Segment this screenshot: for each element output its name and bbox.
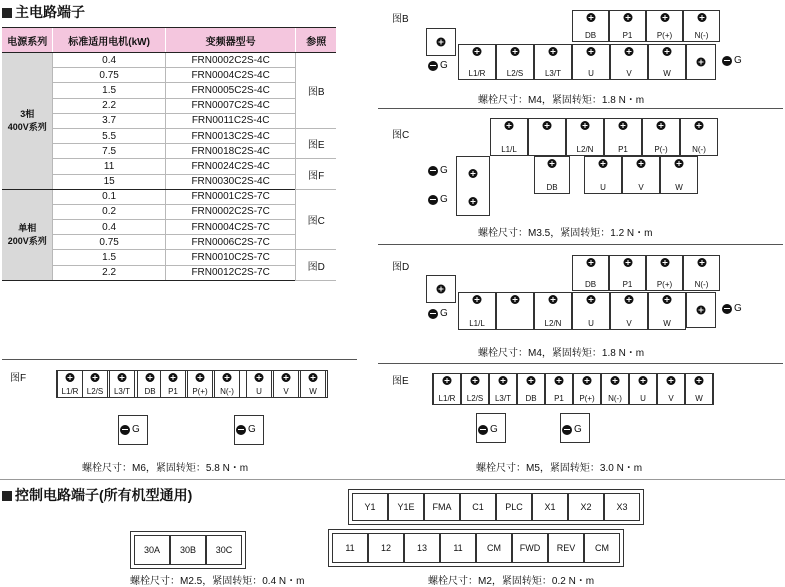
cell-kw: 0.4 (53, 220, 165, 235)
cell-model: FRN0013C2S-4C (165, 128, 296, 143)
control-terminal: REV (548, 533, 584, 563)
ground-label: G (734, 303, 742, 314)
terminal (680, 118, 718, 156)
fig-c-label: 图C (392, 130, 410, 141)
control-terminal: 30A (134, 535, 170, 565)
terminal-label: L2/S (86, 387, 104, 396)
table-row (2, 174, 336, 189)
cell-model: FRN0024C2S-4C (165, 159, 296, 174)
cell-model: FRN0006C2S-7C (165, 235, 296, 250)
terminal (648, 44, 686, 80)
fig-e-label: 图E (392, 376, 409, 387)
terminal-label: L1/R (468, 69, 486, 78)
ground-screw-icon (722, 56, 732, 66)
screw-icon (549, 295, 558, 304)
ground-terminal (428, 165, 448, 176)
screw-icon (586, 258, 595, 267)
cell-kw: 0.75 (53, 235, 165, 250)
control-left-caption: 螺栓尺寸：M2.5，紧固转矩：0.4 N・m (130, 576, 305, 587)
terminal (433, 373, 461, 405)
terminal (610, 292, 648, 330)
terminal-label: DB (584, 280, 597, 289)
terminal-label: L2/S (506, 69, 524, 78)
screw-icon (599, 159, 608, 168)
screw-icon (505, 121, 514, 130)
col-header-power: 电源系列 (2, 28, 53, 53)
terminal-label: V (626, 69, 632, 78)
terminal (610, 44, 648, 80)
terminal (490, 118, 528, 156)
terminal-label: L1/L (501, 145, 517, 154)
terminal-label: P(+) (656, 280, 673, 289)
terminal (57, 370, 83, 398)
screw-icon (583, 376, 592, 385)
terminal-label: L3/T (494, 394, 511, 403)
terminal (572, 255, 609, 291)
terminal-label: L1/R (61, 387, 79, 396)
fig-b-label: 图B (392, 14, 409, 25)
terminal (566, 118, 604, 156)
screw-icon (697, 13, 706, 22)
terminal (426, 275, 456, 303)
terminal-label: U (588, 319, 594, 328)
screw-icon (695, 121, 704, 130)
ground-box (476, 413, 506, 443)
terminal (642, 118, 680, 156)
ground-label: G (440, 308, 448, 319)
screw-icon (619, 121, 628, 130)
cell-kw: 3.7 (53, 113, 165, 128)
col-header-motor: 标准适用电机(kW) (53, 28, 165, 53)
cell-kw: 2.2 (53, 265, 165, 280)
terminal (461, 373, 489, 405)
cell-model: FRN0030C2S-4C (165, 174, 296, 189)
terminal (496, 292, 534, 330)
control-terminal: Y1 (352, 493, 388, 521)
cell-kw: 0.75 (53, 68, 165, 83)
ground-screw-icon (428, 166, 438, 176)
terminal-label: P(-) (654, 145, 668, 154)
cell-kw: 0.2 (53, 204, 165, 219)
control-terminal: 12 (368, 533, 404, 563)
divider (378, 363, 783, 364)
table-row (2, 235, 336, 250)
terminal (572, 44, 610, 80)
terminal-label: N(-) (694, 280, 709, 289)
screw-icon (675, 159, 684, 168)
terminal (646, 255, 683, 291)
ground-label: G (248, 424, 256, 435)
ground-terminal (428, 308, 448, 319)
terminal (300, 370, 326, 398)
terminal (660, 156, 698, 194)
terminal (458, 44, 496, 80)
divider (2, 359, 357, 360)
terminal-label: W (675, 183, 683, 192)
terminal (573, 373, 601, 405)
table-row (2, 113, 336, 128)
terminal-label: U (600, 183, 606, 192)
screw-icon (91, 373, 100, 382)
table-row (2, 265, 336, 280)
cell-ref: 图C (296, 189, 336, 250)
control-terminal: FMA (424, 493, 460, 521)
screw-icon (611, 376, 620, 385)
terminal-label: N(-) (692, 145, 706, 154)
terminal (584, 156, 622, 194)
terminal (82, 370, 108, 398)
cell-ref: 图D (296, 250, 336, 280)
cell-model: FRN0007C2S-4C (165, 98, 296, 113)
screw-icon (623, 258, 632, 267)
main-circuit-title (2, 2, 85, 22)
table-row (2, 53, 336, 68)
table-header-row (2, 28, 336, 53)
screw-icon (637, 159, 646, 168)
cell-kw: 0.4 (53, 53, 165, 68)
ground-screw-icon (428, 309, 438, 319)
terminal (683, 10, 720, 42)
cell-ref: 图F (296, 159, 336, 189)
screw-icon (555, 376, 564, 385)
terminal (648, 292, 686, 330)
screw-icon (499, 376, 508, 385)
terminal-label: L3/T (544, 69, 561, 78)
cell-ref: 图B (296, 53, 336, 129)
terminal (572, 10, 609, 42)
table-row (2, 220, 336, 235)
control-terminal: X3 (604, 493, 640, 521)
ground-label: G (490, 424, 498, 435)
spec-table (2, 27, 336, 281)
control-circuit-title-text: 控制电路端子(所有机型通用) (15, 487, 193, 503)
ground-screw-icon (722, 304, 732, 314)
divider (378, 244, 783, 245)
screw-icon (66, 373, 75, 382)
terminal (601, 373, 629, 405)
screw-icon (697, 258, 706, 267)
terminal (609, 255, 646, 291)
terminal (517, 373, 545, 405)
terminal (534, 156, 570, 194)
terminal-label: N(-) (220, 387, 234, 396)
divider (0, 479, 785, 480)
terminal-label: DB (584, 31, 597, 40)
cell-ref: 图E (296, 128, 336, 158)
fig-f-label: 图F (10, 373, 27, 384)
cell-model: FRN0004C2S-4C (165, 68, 296, 83)
terminal (622, 156, 660, 194)
control-terminal: 13 (404, 533, 440, 563)
ground-terminal (428, 60, 448, 71)
cell-kw: 5.5 (53, 128, 165, 143)
control-terminal: C1 (460, 493, 496, 521)
screw-icon (695, 376, 704, 385)
fig-b-caption: 螺栓尺寸：M4，紧固转矩：1.8 N・m (478, 95, 645, 106)
cell-kw: 11 (53, 159, 165, 174)
terminal (496, 44, 534, 80)
square-bullet-icon (2, 491, 12, 501)
terminal (456, 156, 490, 216)
terminal (426, 28, 456, 56)
square-bullet-icon (2, 8, 12, 18)
col-header-model: 变频器型号 (165, 28, 296, 53)
terminal (109, 370, 135, 398)
cell-model: FRN0012C2S-7C (165, 265, 296, 280)
control-terminal: 30C (206, 535, 242, 565)
terminal-label: P1 (554, 394, 564, 403)
terminal-label: W (663, 319, 671, 328)
cell-kw: 7.5 (53, 144, 165, 159)
cell-model: FRN0002C2S-4C (165, 53, 296, 68)
control-terminal: 11 (440, 533, 476, 563)
screw-icon (473, 295, 482, 304)
table-row (2, 68, 336, 83)
table-row (2, 250, 336, 265)
ground-label: G (440, 60, 448, 71)
terminal (534, 44, 572, 80)
group-label-line1: 单相 (18, 222, 37, 233)
control-terminal: X1 (532, 493, 568, 521)
cell-model: FRN0002C2S-7C (165, 204, 296, 219)
screw-icon (196, 373, 205, 382)
table-row (2, 204, 336, 219)
ground-label: G (574, 424, 582, 435)
terminal-label: W (309, 387, 317, 396)
group-label-line1: 3相 (20, 108, 35, 119)
table-row (2, 189, 336, 204)
fig-d-label: 图D (392, 262, 410, 273)
control-terminal: Y1E (388, 493, 424, 521)
screw-icon (169, 373, 178, 382)
screw-icon (587, 47, 596, 56)
screw-icon (697, 306, 706, 315)
cell-kw: 15 (53, 174, 165, 189)
ground-terminal (428, 194, 448, 205)
terminal (646, 10, 683, 42)
control-terminal: 30B (170, 535, 206, 565)
screw-icon (511, 295, 520, 304)
terminal-label: DB (525, 394, 537, 403)
terminal (458, 292, 496, 330)
terminal-label: W (663, 69, 671, 78)
table-row (2, 144, 336, 159)
terminal-label: L2/N (576, 145, 594, 154)
control-terminal: CM (476, 533, 512, 563)
terminal-label: L1/L (469, 319, 485, 328)
table-row (2, 128, 336, 143)
screw-icon (309, 373, 318, 382)
screw-icon (587, 295, 596, 304)
terminal (545, 373, 573, 405)
terminal-label: L2/N (544, 319, 562, 328)
cell-kw: 0.1 (53, 189, 165, 204)
terminal (528, 118, 566, 156)
group-label-line2: 400V系列 (7, 121, 47, 132)
table-row (2, 98, 336, 113)
screw-icon (549, 47, 558, 56)
screw-icon (623, 13, 632, 22)
terminal-label: P(+) (192, 387, 208, 396)
table-row (2, 83, 336, 98)
main-circuit-title-text: 主电路端子 (15, 4, 85, 20)
control-block-frame (328, 529, 624, 567)
terminal-label: P1 (168, 387, 178, 396)
screw-icon (473, 47, 482, 56)
screw-icon (543, 121, 552, 130)
fig-f-caption: 螺栓尺寸：M6，紧固转矩：5.8 N・m (82, 463, 249, 474)
screw-icon (527, 376, 536, 385)
terminal-label: P1 (618, 145, 628, 154)
terminal-label: L2/S (466, 394, 484, 403)
terminal-label: DB (546, 183, 558, 192)
terminal (214, 370, 240, 398)
screw-icon (625, 47, 634, 56)
screw-icon (586, 13, 595, 22)
fig-c-caption: 螺栓尺寸：M3.5，紧固转矩：1.2 N・m (478, 228, 653, 239)
screw-icon (663, 47, 672, 56)
terminal-label: N(-) (694, 31, 709, 40)
cell-model: FRN0010C2S-7C (165, 250, 296, 265)
terminal-label: DB (144, 387, 156, 396)
screw-icon (639, 376, 648, 385)
cell-model: FRN0005C2S-4C (165, 83, 296, 98)
ground-terminal (722, 303, 742, 314)
screw-icon (548, 159, 557, 168)
terminal-label: L1/R (438, 394, 456, 403)
terminal (604, 118, 642, 156)
ground-terminal (722, 55, 742, 66)
terminal (685, 373, 713, 405)
screw-icon (469, 169, 478, 178)
screw-icon (437, 285, 446, 294)
fig-e-caption: 螺栓尺寸：M5，紧固转矩：3.0 N・m (476, 463, 643, 474)
cell-model: FRN0018C2S-4C (165, 144, 296, 159)
terminal (609, 10, 646, 42)
screw-icon (437, 38, 446, 47)
group-400v (2, 53, 53, 190)
terminal-label: V (283, 387, 289, 396)
table-row (2, 159, 336, 174)
ground-label: G (734, 55, 742, 66)
terminal (657, 373, 685, 405)
ground-box (560, 413, 590, 443)
group-200v (2, 189, 53, 280)
terminal-label: V (638, 183, 644, 192)
screw-icon (443, 376, 452, 385)
cell-kw: 1.5 (53, 250, 165, 265)
cell-kw: 1.5 (53, 83, 165, 98)
screw-icon (697, 58, 706, 67)
terminal (160, 370, 186, 398)
screw-icon (469, 197, 478, 206)
terminal-label: W (695, 394, 703, 403)
screw-icon (657, 121, 666, 130)
ground-box (234, 415, 264, 445)
terminal (683, 255, 720, 291)
terminal-label: L3/T (113, 387, 130, 396)
cell-model: FRN0011C2S-4C (165, 113, 296, 128)
terminal (489, 373, 517, 405)
control-block-frame (130, 531, 246, 569)
screw-icon (223, 373, 232, 382)
terminal-label: P(+) (656, 31, 673, 40)
control-terminal: 11 (332, 533, 368, 563)
screw-icon (282, 373, 291, 382)
screw-icon (511, 47, 520, 56)
terminal-label: U (256, 387, 262, 396)
ground-label: G (132, 424, 140, 435)
screw-icon (660, 258, 669, 267)
terminal-label: N(-) (608, 394, 622, 403)
terminal-label: U (588, 69, 594, 78)
screw-icon (625, 295, 634, 304)
terminal (187, 370, 213, 398)
control-terminal: X2 (568, 493, 604, 521)
terminal (534, 292, 572, 330)
control-terminal: FWD (512, 533, 548, 563)
screw-icon (581, 121, 590, 130)
cell-model: FRN0001C2S-7C (165, 189, 296, 204)
control-block-frame (348, 489, 644, 525)
screw-icon (471, 376, 480, 385)
cell-kw: 2.2 (53, 98, 165, 113)
terminal (686, 292, 716, 328)
terminal (572, 292, 610, 330)
screw-icon (660, 13, 669, 22)
ground-label: G (440, 194, 448, 205)
screw-icon (255, 373, 264, 382)
terminal (246, 370, 272, 398)
terminal (686, 44, 716, 80)
screw-icon (663, 295, 672, 304)
terminal-label: P(+) (579, 394, 595, 403)
fig-d-caption: 螺栓尺寸：M4，紧固转矩：1.8 N・m (478, 348, 645, 359)
group-label-line2: 200V系列 (7, 235, 47, 246)
ground-label: G (440, 165, 448, 176)
ground-screw-icon (428, 61, 438, 71)
screw-icon (146, 373, 155, 382)
ground-screw-icon (428, 195, 438, 205)
col-header-ref: 参照 (296, 28, 336, 53)
control-terminal: PLC (496, 493, 532, 521)
terminal-label: V (668, 394, 674, 403)
terminal (629, 373, 657, 405)
control-right-caption: 螺栓尺寸：M2，紧固转矩：0.2 N・m (428, 576, 595, 587)
ground-box (118, 415, 148, 445)
screw-icon (118, 373, 127, 382)
terminal-label: U (640, 394, 646, 403)
terminal-label: V (626, 319, 632, 328)
terminal-label: P1 (622, 31, 633, 40)
control-circuit-title (2, 485, 192, 505)
control-terminal: CM (584, 533, 620, 563)
cell-model: FRN0004C2S-7C (165, 220, 296, 235)
terminal-label: P1 (622, 280, 633, 289)
terminal (273, 370, 299, 398)
divider (378, 108, 783, 109)
screw-icon (667, 376, 676, 385)
